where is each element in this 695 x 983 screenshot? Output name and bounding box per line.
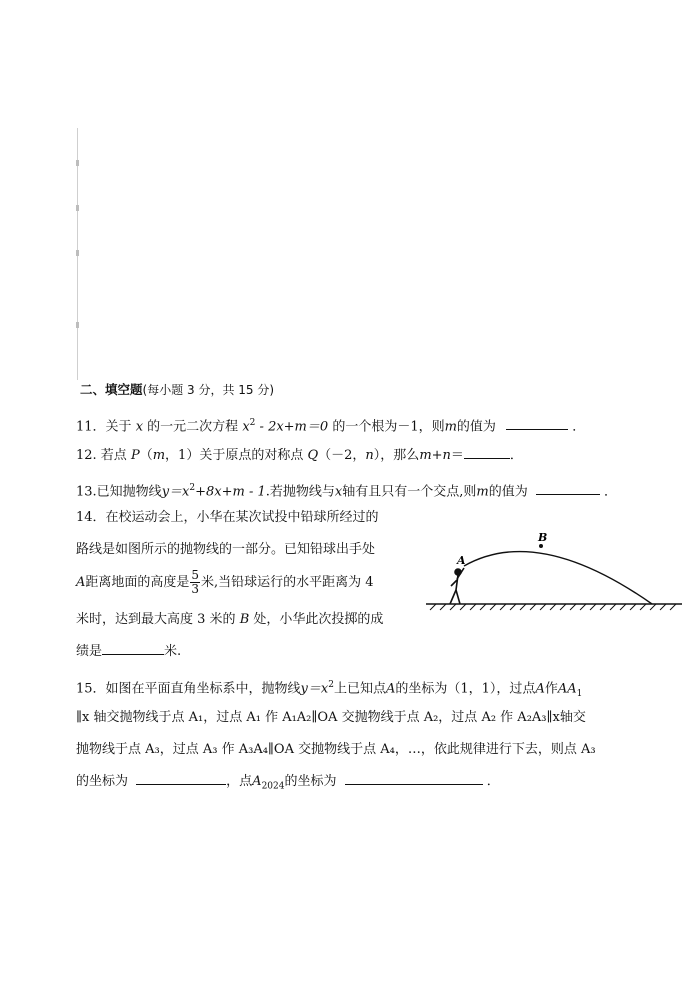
q15-text: 15．如图在平面直角坐标系中，抛物线 xyxy=(76,681,301,697)
q12-point-q: Q xyxy=(307,448,319,463)
q12-text: ＝ xyxy=(450,448,464,463)
margin-tick xyxy=(76,205,79,211)
q15-segment-aa: AA xyxy=(557,681,577,697)
q15-answer-blank-a2024[interactable] xyxy=(345,772,483,785)
fig-label-b: B xyxy=(538,531,548,544)
q15-eq-sup: 2 xyxy=(328,680,334,690)
shot-put-trajectory-figure xyxy=(420,528,690,613)
q11-text: 的一个根为－1，则 xyxy=(332,419,445,435)
q11-end: ． xyxy=(572,419,586,435)
q11-text: 的值为 xyxy=(456,419,496,435)
q12-text: （－2， xyxy=(318,448,366,463)
q11-text: 11．关于 xyxy=(76,419,132,435)
q12-text: 12. 若点 xyxy=(76,448,127,463)
q14-line-3 xyxy=(76,568,374,598)
thrower-figure xyxy=(450,568,464,604)
q11-eq-rest: - 2x+m＝0 xyxy=(255,419,329,435)
q15-point-a: A xyxy=(535,681,545,697)
q11-eq-sup: 2 xyxy=(249,418,256,428)
q13-eq-sup: 2 xyxy=(189,483,196,493)
question-12 xyxy=(76,446,523,465)
fraction-numerator: 5 xyxy=(191,568,200,582)
question-11 xyxy=(76,414,585,436)
q13-eq: +8x+m - 1 xyxy=(195,484,266,500)
q14-line-4 xyxy=(76,611,383,629)
q15-text: ，点 xyxy=(226,774,253,789)
q12-text: ），那么 xyxy=(373,448,420,463)
q13-var-y: y xyxy=(161,484,170,500)
q12-var-mn: m+n xyxy=(419,448,451,463)
q15-text: 的坐标为 xyxy=(76,774,129,789)
q12-text: （ xyxy=(139,448,153,463)
q14-point-b: B xyxy=(239,612,250,627)
q15-line-1 xyxy=(76,676,582,703)
q14-line-2: 路线是如图所示的抛物线的一部分。已知铅球出手处 xyxy=(76,542,376,557)
q15-end: ． xyxy=(486,774,500,789)
section-title-text: 二、填空题 xyxy=(80,382,143,397)
q14-text: 绩是 xyxy=(76,644,103,659)
q13-answer-blank[interactable] xyxy=(536,482,600,495)
margin-tick xyxy=(76,322,79,328)
q15-eq: ＝x xyxy=(307,681,329,697)
q12-text: ，1）关于原点的对称点 xyxy=(165,448,304,463)
q15-sub: 2024 xyxy=(261,781,285,792)
q14-text: 处，小华此次投掷的成 xyxy=(253,612,384,627)
q15-text: 的坐标为（1，1），过点 xyxy=(395,681,536,697)
q13-text: 13.已知抛物线 xyxy=(76,484,162,500)
q14-line-5 xyxy=(76,642,181,661)
margin-tick xyxy=(76,160,79,166)
q12-point-p: P xyxy=(130,448,140,463)
q14-text: 距离地面的高度是 xyxy=(85,575,190,590)
q14-line-1: 14．在校运动会上，小华在某次试投中铅球所经过的 xyxy=(76,510,379,525)
question-13 xyxy=(76,479,617,501)
q15-line-3: 抛物线于点 A₃，过点 A₃ 作 A₃A₄∥OA 交抛物线于点 A₄，…，依此规律进行下去，则点 A₃ xyxy=(76,742,596,757)
section-note: (每小题 3 分，共 15 分) xyxy=(142,383,275,397)
q12-var-n: n xyxy=(365,448,374,463)
q12-var-m: m xyxy=(152,448,166,463)
q15-var-y: y xyxy=(300,681,308,697)
fraction-five-thirds xyxy=(190,569,200,596)
q11-eq-x: x xyxy=(242,419,250,435)
q13-text: .若抛物线与 xyxy=(265,484,335,500)
q13-eq: ＝x xyxy=(169,484,190,500)
q15-text: 上已知点 xyxy=(333,681,386,697)
q15-sub: 1 xyxy=(576,688,583,699)
q15-answer-blank-a3[interactable] xyxy=(136,772,226,785)
q13-var-m: m xyxy=(476,484,489,500)
q13-text: 的值为 xyxy=(488,484,528,500)
q11-var-x: x xyxy=(135,419,144,435)
q12-answer-blank[interactable] xyxy=(464,446,510,459)
q13-var-x: x xyxy=(334,484,343,500)
q14-point-a: A xyxy=(76,575,86,590)
q13-text: 轴有且只有一个交点,则 xyxy=(342,484,477,500)
section-title xyxy=(80,380,274,398)
q11-answer-blank[interactable] xyxy=(506,417,568,430)
q15-text: 作 xyxy=(544,681,558,697)
q15-point-a2024: A xyxy=(252,774,262,789)
q14-text: 米,当铅球运行的水平距离为 4 xyxy=(201,575,374,590)
fraction-denominator: 3 xyxy=(191,582,200,596)
ground-hatching xyxy=(430,604,676,610)
q15-point-a: A xyxy=(386,681,396,697)
q14-text: 米时，达到最大高度 3 米的 xyxy=(76,612,236,627)
q12-end: ． xyxy=(509,448,523,463)
q11-text: 的一元二次方程 xyxy=(147,419,239,435)
fig-label-a: A xyxy=(457,554,466,567)
margin-tick xyxy=(76,250,79,256)
q15-line-2: ∥x 轴交抛物线于点 A₁，过点 A₁ 作 A₁A₂∥OA 交抛物线于点 A₂，过点 A₂ 作 A₂A₃∥x轴交 xyxy=(76,710,586,725)
q11-var-m: m xyxy=(444,419,457,435)
q14-text: 米. xyxy=(164,644,182,659)
q13-end: ． xyxy=(604,484,618,500)
trajectory-curve xyxy=(464,552,652,604)
point-b-marker xyxy=(539,544,543,548)
q15-text: 的坐标为 xyxy=(284,774,337,789)
q14-answer-blank[interactable] xyxy=(102,642,164,655)
q15-line-4 xyxy=(76,772,500,796)
